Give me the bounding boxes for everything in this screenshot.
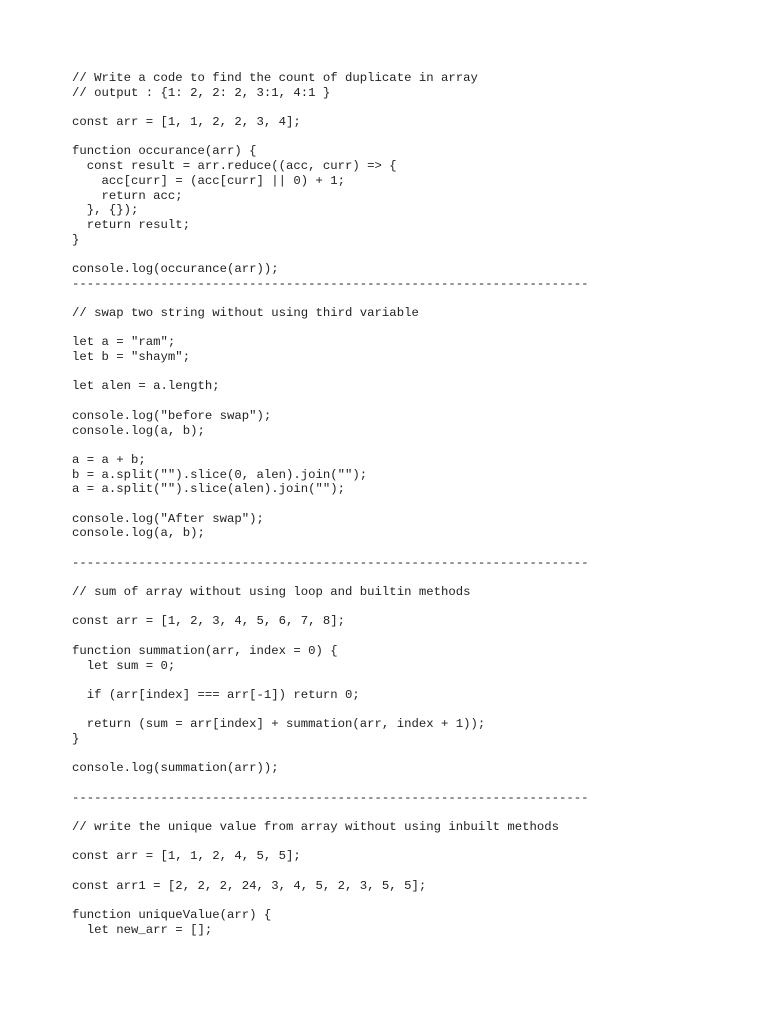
code-line bbox=[72, 438, 752, 453]
code-line: const arr1 = [2, 2, 2, 24, 3, 4, 5, 2, 3, 5, 5]; bbox=[72, 878, 427, 893]
code-line: // write the unique value from array without using inbuilt methods bbox=[72, 820, 560, 835]
code-line: const result = arr.reduce((acc, curr) => { bbox=[72, 159, 397, 174]
code-line bbox=[72, 497, 752, 512]
code-line bbox=[72, 321, 752, 336]
code-line bbox=[72, 864, 752, 879]
separator-line: ---------------------------------------------------------------------- bbox=[72, 790, 589, 805]
code-document bbox=[72, 71, 752, 938]
code-line: let new_arr = []; bbox=[72, 922, 213, 937]
code-line: console.log("After swap"); bbox=[72, 511, 264, 526]
code-line bbox=[72, 776, 752, 791]
code-line bbox=[72, 894, 752, 909]
code-line bbox=[72, 130, 752, 145]
code-line: console.log(summation(arr)); bbox=[72, 761, 279, 776]
code-line: }, {}); bbox=[72, 203, 139, 218]
code-line: b = a.split("").slice(0, alen).join(""); bbox=[72, 467, 368, 482]
code-line: let sum = 0; bbox=[72, 658, 176, 673]
code-line: // sum of array without using loop and builtin methods bbox=[72, 585, 471, 600]
code-line: const arr = [1, 2, 3, 4, 5, 6, 7, 8]; bbox=[72, 614, 346, 629]
code-line: // swap two string without using third variable bbox=[72, 306, 419, 320]
code-line bbox=[72, 247, 752, 262]
code-line: // Write a code to find the count of duplicate in array bbox=[72, 71, 478, 85]
code-line: console.log(a, b); bbox=[72, 526, 205, 541]
code-line: if (arr[index] === arr[-1]) return 0; bbox=[72, 687, 360, 702]
code-line: // output : {1: 2, 2: 2, 3:1, 4:1 } bbox=[72, 85, 331, 100]
code-line: console.log(occurance(arr)); bbox=[72, 261, 279, 276]
code-line bbox=[72, 703, 752, 718]
code-line: function uniqueValue(arr) { bbox=[72, 908, 272, 923]
code-line: acc[curr] = (acc[curr] || 0) + 1; bbox=[72, 173, 346, 188]
code-line bbox=[72, 600, 752, 615]
code-line: const arr = [1, 1, 2, 4, 5, 5]; bbox=[72, 849, 301, 864]
code-line: return (sum = arr[index] + summation(arr, index + 1)); bbox=[72, 717, 486, 732]
code-line bbox=[72, 365, 752, 380]
code-line: let b = "shaym"; bbox=[72, 350, 191, 365]
code-line bbox=[72, 394, 752, 409]
code-line: return result; bbox=[72, 217, 191, 232]
code-line: function summation(arr, index = 0) { bbox=[72, 643, 338, 658]
code-line bbox=[72, 541, 752, 556]
code-line: console.log(a, b); bbox=[72, 423, 205, 438]
code-line: console.log("before swap"); bbox=[72, 408, 272, 423]
code-line bbox=[72, 835, 752, 850]
code-line: a = a.split("").slice(alen).join(""); bbox=[72, 482, 346, 497]
code-line: let alen = a.length; bbox=[72, 379, 220, 394]
code-line bbox=[72, 673, 752, 688]
code-line: } bbox=[72, 731, 80, 746]
code-line: } bbox=[72, 232, 80, 247]
code-line: a = a + b; bbox=[72, 452, 146, 467]
code-line: const arr = [1, 1, 2, 2, 3, 4]; bbox=[72, 115, 301, 130]
code-line bbox=[72, 629, 752, 644]
code-line bbox=[72, 100, 752, 115]
separator-line: ---------------------------------------------------------------------- bbox=[72, 555, 589, 570]
code-line bbox=[72, 291, 752, 306]
code-line: function occurance(arr) { bbox=[72, 144, 257, 159]
separator-line: ---------------------------------------------------------------------- bbox=[72, 276, 589, 291]
code-line bbox=[72, 570, 752, 585]
code-line: let a = "ram"; bbox=[72, 335, 176, 350]
code-line bbox=[72, 747, 752, 762]
code-line bbox=[72, 805, 752, 820]
code-line: return acc; bbox=[72, 188, 183, 203]
